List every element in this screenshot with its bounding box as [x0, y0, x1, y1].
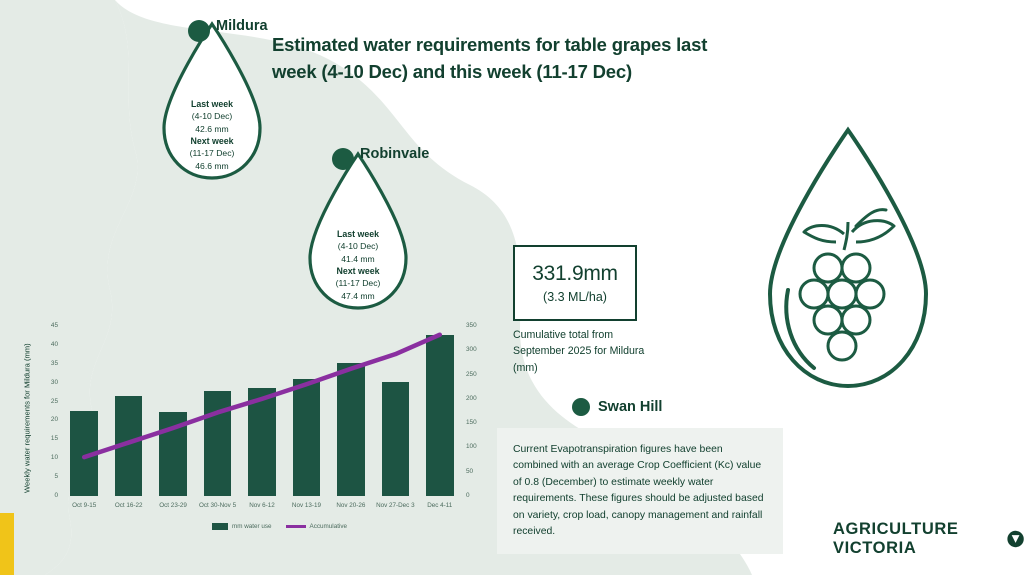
mildura-next-week-label: Next week [190, 135, 234, 146]
legend-item-line [286, 523, 347, 530]
chart-ytick-right: 150 [466, 419, 477, 427]
chart-ytick-right: 300 [466, 346, 477, 354]
chart-ytick-right: 0 [466, 492, 470, 499]
chart-accumulative-line [62, 326, 462, 496]
marker-robinvale [294, 148, 422, 326]
chart-ytick-right: 200 [466, 394, 477, 402]
marker-label-mildura: Mildura [216, 18, 268, 34]
chart-xtick-label: Dec 4-11 [427, 502, 453, 509]
water-use-chart [22, 318, 492, 550]
cumulative-total-box [513, 245, 637, 321]
mildura-next-week-dates: (11-17 Dec) [189, 148, 235, 159]
chart-xtick-label: Oct 30-Nov 5 [198, 502, 237, 509]
mildura-last-week-dates: (4-10 Dec) [191, 111, 233, 122]
marker-swan-hill [572, 398, 662, 416]
note-text: Current Evapotranspiration figures have been combined with an average Crop Coefficient (Kc) value of 0.8 (December) to estimate weekly water requirements. These figures should be adjusted based on variety, crop load, canopy management and rainfall received. [513, 444, 764, 538]
chart-ytick-right: 350 [466, 322, 477, 329]
chart-xtick-label: Nov 27-Dec 3 [376, 502, 415, 509]
cumulative-subvalue: (3.3 ML/ha) [543, 290, 607, 304]
mildura-next-week-value: 46.6 mm [195, 160, 229, 171]
chart-ytick-left: 40 [50, 340, 58, 348]
agriculture-victoria-logo [833, 520, 1024, 558]
marker-label-robinvale: Robinvale [360, 146, 430, 162]
chart-xtick-label: Nov 6-12 [249, 502, 275, 509]
page-title: Estimated water requirements for table grapes last week (4-10 Dec) and this week (11-17 Dec) [272, 34, 708, 82]
mildura-last-week-label: Last week [190, 99, 234, 109]
marker-mildura [148, 18, 276, 196]
chart-xtick-label: Oct 23-29 [159, 502, 187, 509]
robinvale-next-week-dates: (11-17 Dec) [335, 278, 381, 289]
chart-ytick-left: 45 [50, 322, 58, 329]
chart-ytick-right: 100 [466, 443, 477, 451]
chart-ytick-left: 0 [54, 492, 58, 499]
chart-ytick-left: 35 [50, 359, 58, 367]
legend-item-bar [212, 523, 272, 530]
marker-dot-mildura [186, 18, 212, 44]
chart-ytick-left: 10 [50, 454, 58, 462]
robinvale-last-week-value: 41.4 mm [341, 253, 375, 264]
marker-label-swan-hill: Swan Hill [598, 399, 663, 415]
chart-xtick-label: Oct 16-22 [114, 502, 143, 509]
legend-swatch-line-icon [286, 525, 306, 528]
chart-y-axis-title: Weekly water requirements for Mildura (mm) [22, 343, 32, 493]
chart-ytick-left: 30 [50, 378, 58, 386]
marker-dot-robinvale [330, 146, 356, 172]
chart-plot-area [50, 322, 477, 509]
legend-label-bar: mm water use [232, 523, 272, 530]
robinvale-next-week-value: 47.4 mm [341, 290, 375, 301]
robinvale-last-week-label: Last week [336, 229, 380, 239]
chart-ytick-left: 20 [50, 416, 58, 424]
cumulative-caption: Cumulative total from September 2025 for Mildura (mm) [513, 329, 645, 374]
grape-droplet-illustration [752, 122, 944, 407]
chart-xtick-label: Oct 9-15 [72, 502, 97, 509]
mildura-last-week-value: 42.6 mm [195, 123, 229, 134]
legend-swatch-bar-icon [212, 523, 228, 530]
chart-xtick-label: Nov 13-19 [291, 502, 321, 509]
legend-label-line: Accumulative [309, 523, 347, 530]
chart-ytick-right: 250 [466, 370, 477, 378]
robinvale-next-week-label: Next week [336, 265, 380, 276]
chart-ytick-left: 25 [50, 397, 58, 405]
accent-bar [0, 513, 14, 575]
chart-ytick-left: 5 [54, 473, 58, 481]
chart-xtick-label: Nov 20-26 [336, 502, 366, 509]
chart-ytick-right: 50 [466, 467, 474, 475]
robinvale-last-week-dates: (4-10 Dec) [337, 241, 379, 252]
chart-ytick-left: 15 [50, 435, 58, 443]
chart-legend [212, 523, 347, 530]
marker-dot-swan-hill [572, 398, 590, 416]
victoria-triangle-icon [1007, 528, 1024, 550]
logo-text: AGRICULTURE VICTORIA [833, 520, 959, 557]
cumulative-value: 331.9mm [532, 262, 618, 285]
note-box [497, 428, 783, 554]
